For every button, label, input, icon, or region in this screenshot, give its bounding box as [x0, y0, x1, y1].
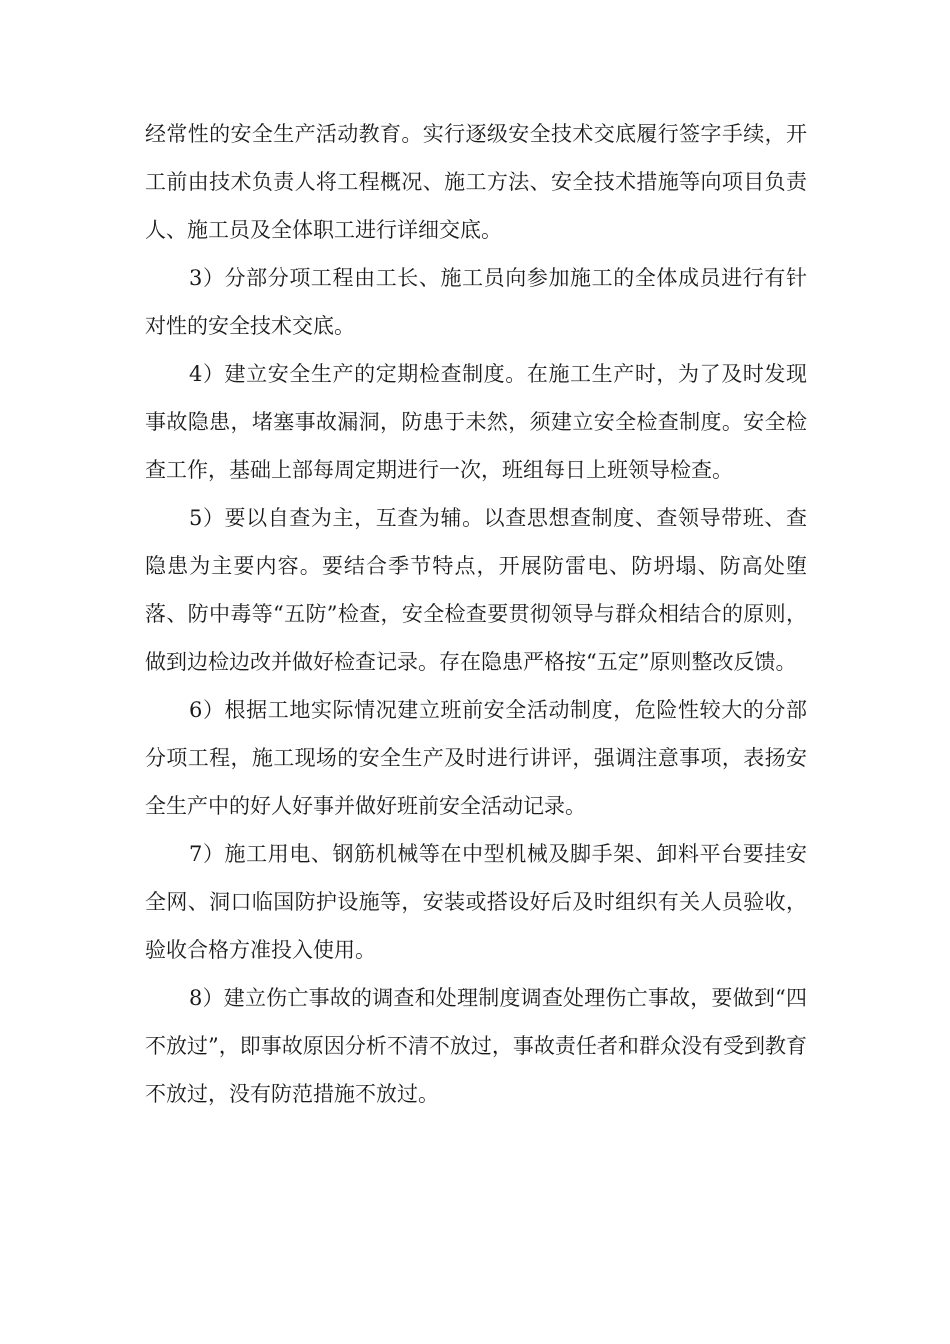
paragraph-item-6: 6）根据工地实际情况建立班前安全活动制度，危险性较大的分部分项工程，施工现场的安全生产及时进行讲评，强调注意事项，表扬安全生产中的好人好事并做好班前安全活动记录。	[145, 698, 807, 818]
document-body	[145, 110, 807, 1118]
paragraph-item-4: 4）建立安全生产的定期检查制度。在施工生产时，为了及时发现事故隐患，堵塞事故漏洞，防患于未然，须建立安全检查制度。安全检查工作，基础上部每周定期进行一次，班组每日上班领导检查。	[145, 362, 807, 482]
paragraph-continuation: 经常性的安全生产活动教育。实行逐级安全技术交底履行签字手续，开工前由技术负责人将工程概况、施工方法、安全技术措施等向项目负责人、施工员及全体职工进行详细交底。	[145, 122, 807, 242]
paragraph-item-8: 8）建立伤亡事故的调查和处理制度调查处理伤亡事故，要做到“四不放过”，即事故原因分析不清不放过，事故责任者和群众没有受到教育不放过，没有防范措施不放过。	[145, 986, 807, 1106]
paragraph-item-7: 7）施工用电、钢筋机械等在中型机械及脚手架、卸料平台要挂安全网、洞口临国防护设施等，安装或搭设好后及时组织有关人员验收，验收合格方准投入使用。	[145, 842, 807, 962]
paragraph-item-5: 5）要以自查为主，互查为辅。以查思想查制度、查领导带班、查隐患为主要内容。要结合季节特点，开展防雷电、防坍塌、防高处堕落、防中毒等“五防”检查，安全检查要贯彻领导与群众相结合的原则，做到边检边改并做好检查记录。存在隐患严格按“五定”原则整改反馈。	[145, 506, 807, 674]
paragraph-item-3: 3）分部分项工程由工长、施工员向参加施工的全体成员进行有针对性的安全技术交底。	[145, 266, 807, 338]
